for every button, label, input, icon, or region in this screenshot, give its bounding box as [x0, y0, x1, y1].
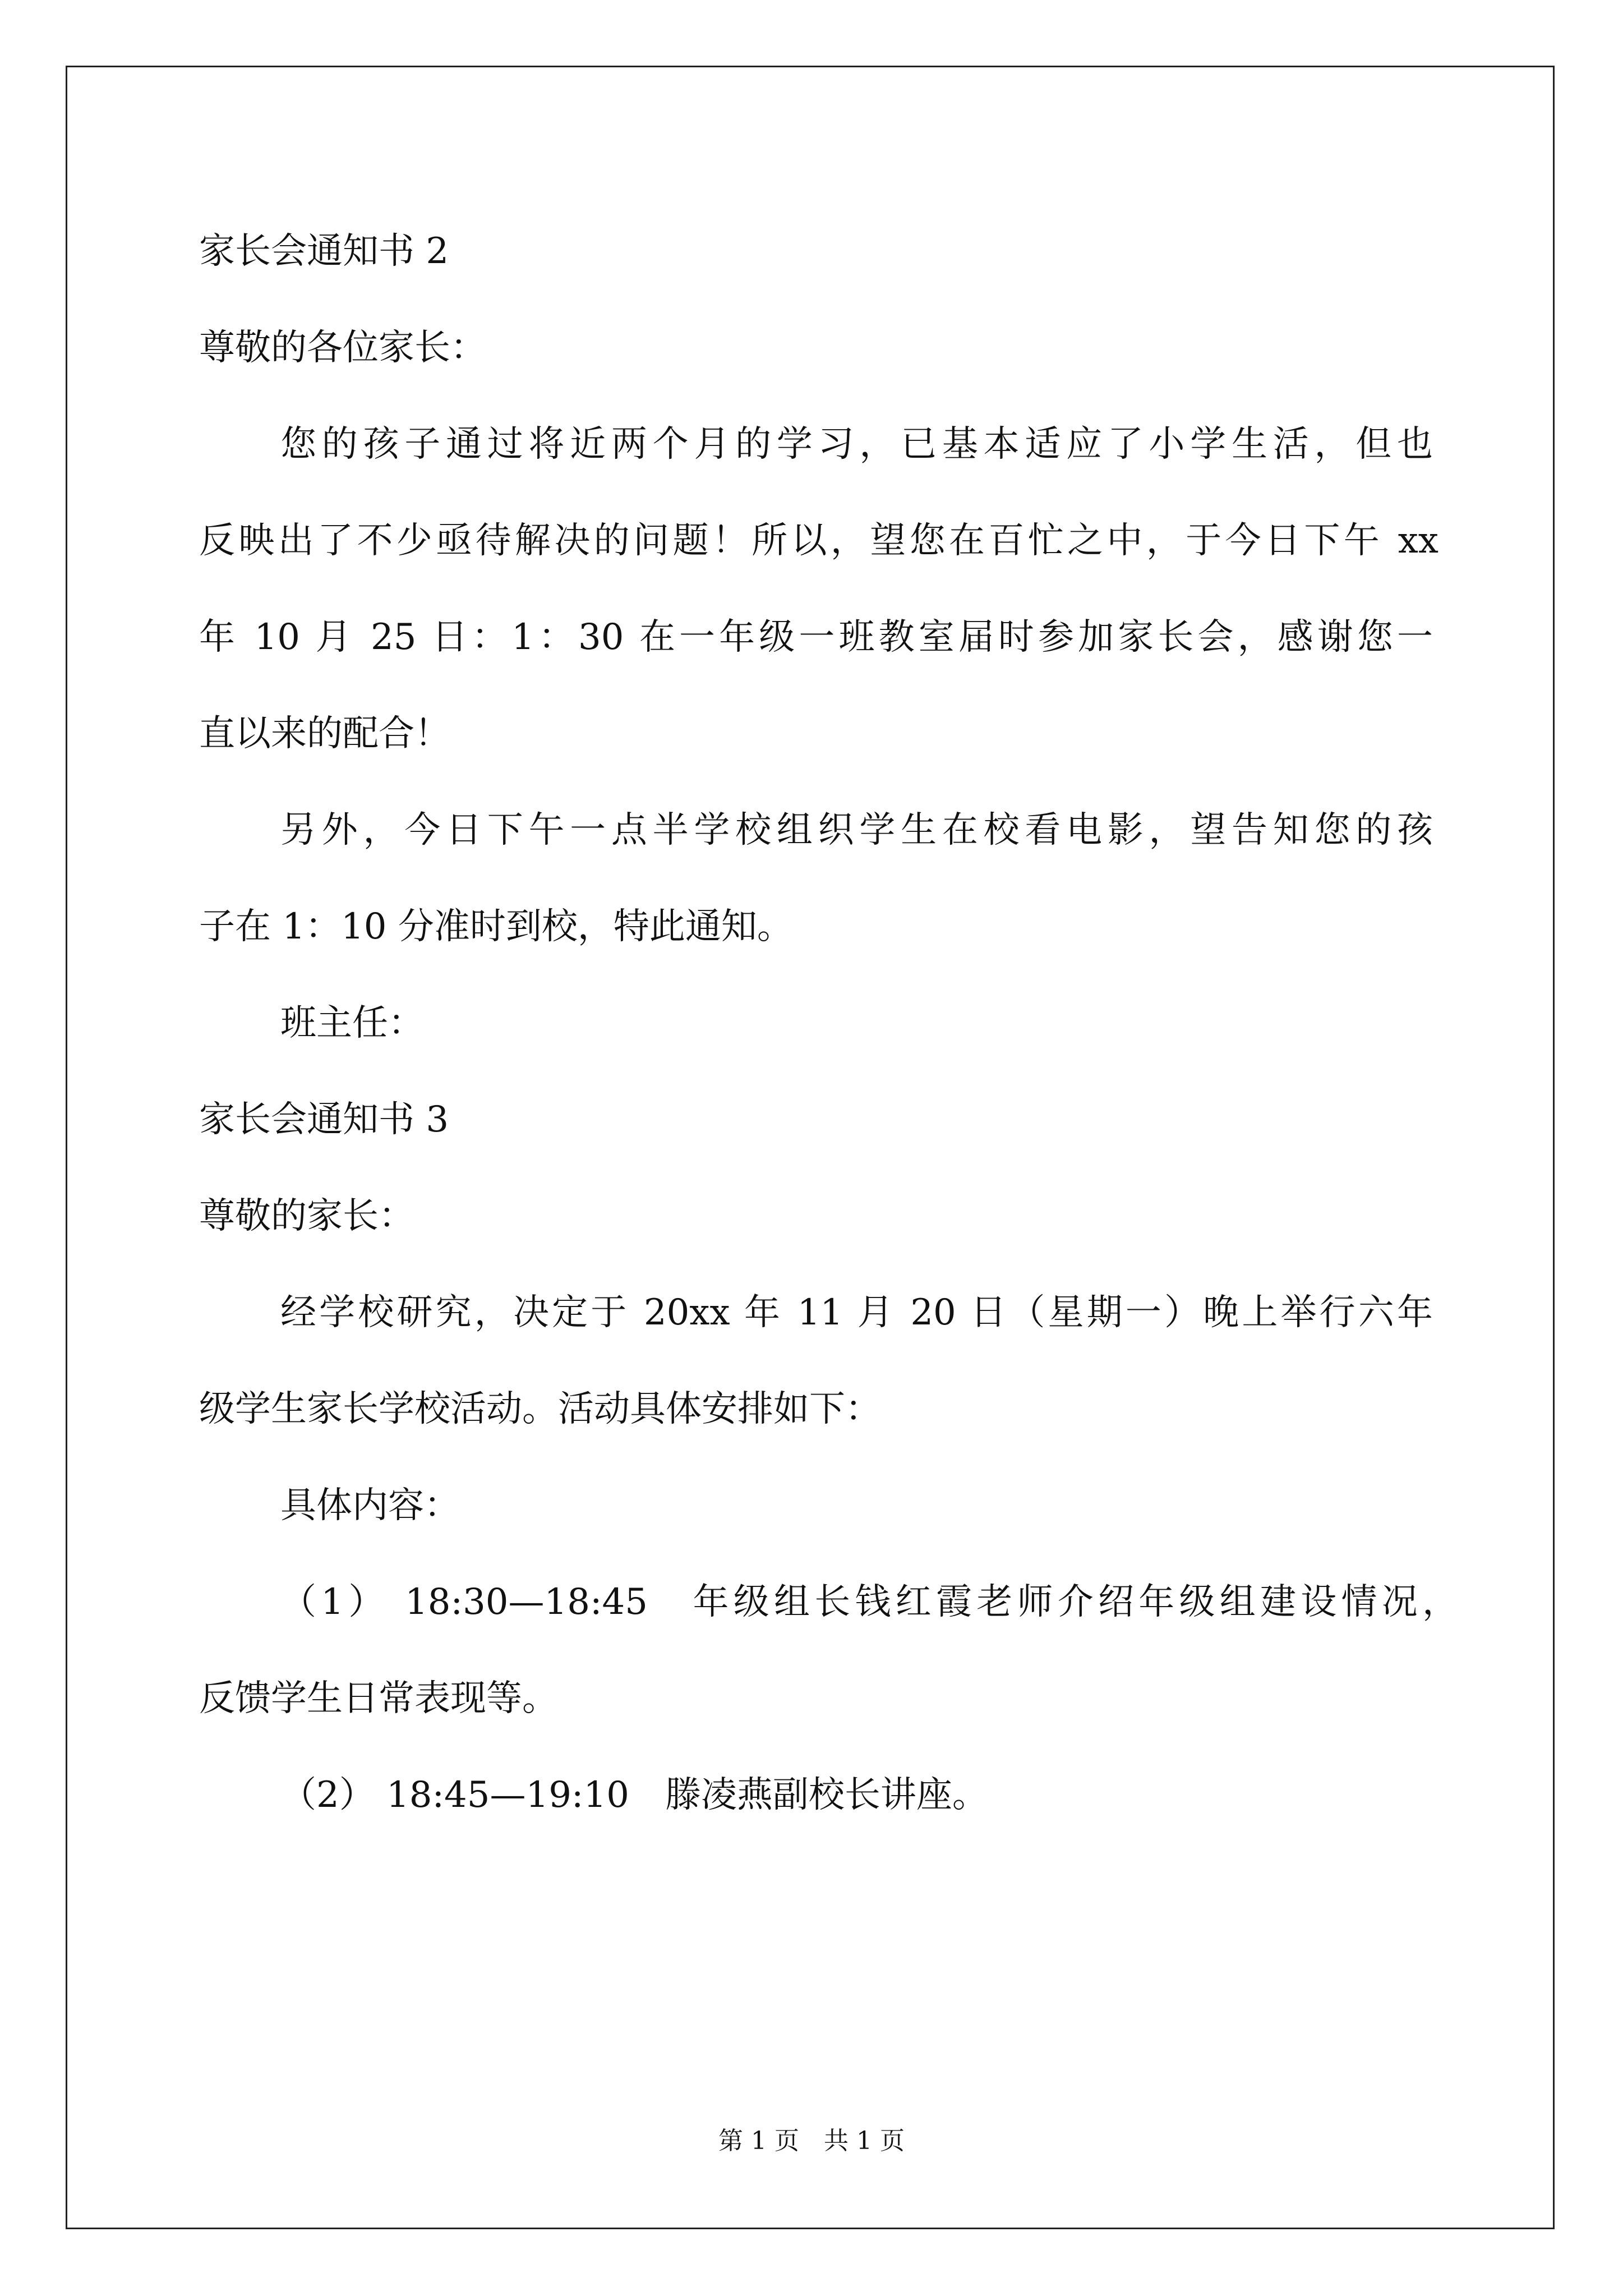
schedule-item-continued: 反馈学生日常表现等。: [199, 1678, 558, 1719]
page-border: [66, 66, 1555, 2229]
paragraph-line: 您的孩子通过将近两个月的学习，已基本适应了小学生活，但也: [280, 424, 1433, 465]
schedule-item: （2） 18:45—19:10 滕凌燕副校长讲座。: [280, 1774, 988, 1816]
section-title-3: 家长会通知书 3: [199, 1099, 449, 1140]
paragraph-line: 反映出了不少亟待解决的问题！所以，望您在百忙之中，于今日下午 xx: [199, 520, 1438, 562]
salutation-1: 尊敬的各位家长：: [199, 327, 486, 369]
page-number: 第 1 页 共 1 页: [718, 2127, 905, 2155]
paragraph-line: 直以来的配合！: [199, 713, 450, 754]
content-heading: 具体内容：: [280, 1485, 460, 1526]
paragraph-line: 另外，今日下午一点半学校组织学生在校看电影，望告知您的孩: [280, 809, 1433, 851]
paragraph-line: 年 10 月 25 日：1：30 在一年级一班教室届时参加家长会，感谢您一: [199, 616, 1433, 658]
section-title-2: 家长会通知书 2: [199, 231, 449, 272]
signature-label: 班主任：: [280, 1002, 424, 1044]
schedule-item: （1） 18:30—18:45 年级组长钱红霞老师介绍年级组建设情况，: [280, 1581, 1458, 1623]
paragraph-line: 经学校研究，决定于 20xx 年 11 月 20 日（星期一）晚上举行六年: [280, 1292, 1433, 1333]
paragraph-line: 子在 1：10 分准时到校，特此通知。: [199, 906, 793, 947]
salutation-2: 尊敬的家长：: [199, 1195, 414, 1237]
paragraph-line: 级学生家长学校活动。活动具体安排如下：: [199, 1388, 881, 1430]
